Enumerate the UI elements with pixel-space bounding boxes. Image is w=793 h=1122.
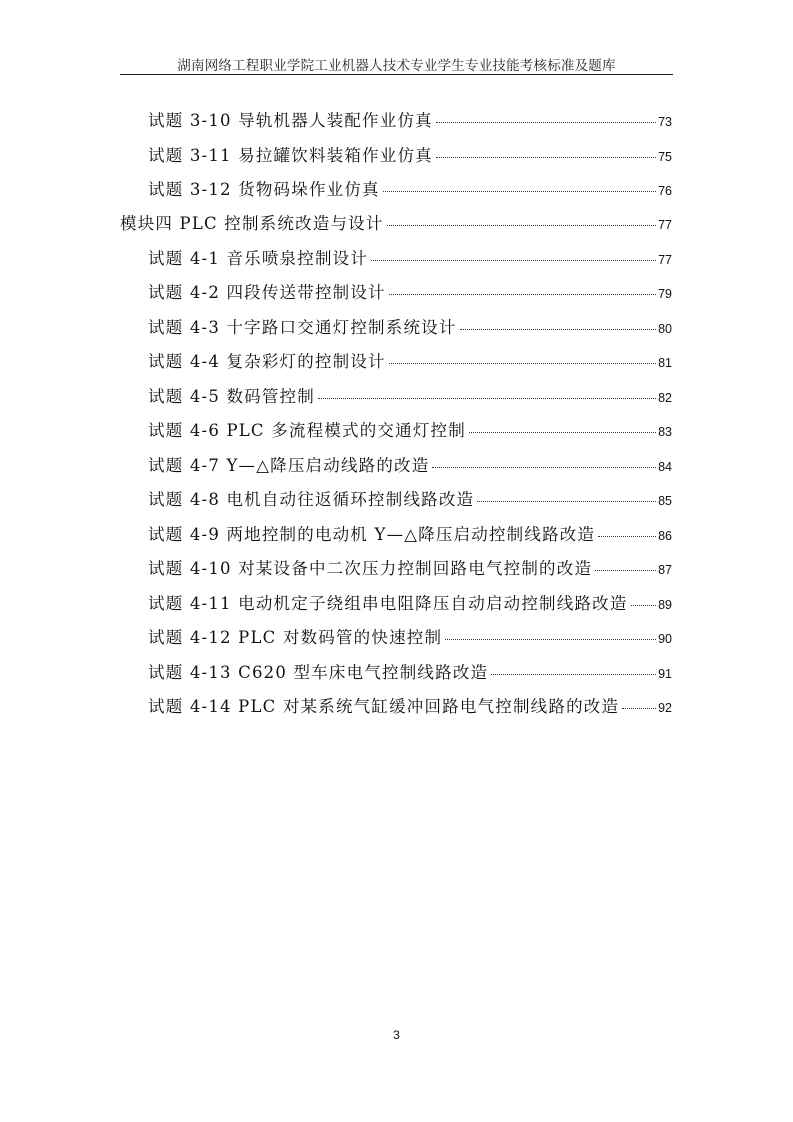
toc-dot-leader [622, 708, 656, 709]
toc-entry[interactable] [148, 383, 672, 409]
toc-entry-page: 92 [658, 701, 672, 715]
toc-dot-leader [389, 363, 656, 364]
toc-entry[interactable] [148, 348, 672, 374]
toc-entry-page: 86 [658, 529, 672, 543]
toc-entry-page: 82 [658, 391, 672, 405]
toc-dot-leader [460, 329, 657, 330]
toc-entry-title: 试题 4-13 C620 型车床电气控制线路改造 [148, 663, 489, 682]
toc-dot-leader [491, 674, 656, 675]
toc-entry-page: 75 [658, 150, 672, 164]
toc-entry-page: 76 [658, 184, 672, 198]
toc-entry-title: 试题 4-5 数码管控制 [148, 387, 315, 406]
toc-entry-title: 试题 4-8 电机自动往返循环控制线路改造 [148, 490, 475, 509]
toc-dot-leader [631, 605, 657, 606]
toc-dot-leader [469, 432, 656, 433]
toc-dot-leader [387, 225, 657, 226]
toc-entry-title: 试题 3-12 货物码垛作业仿真 [148, 180, 380, 199]
toc-entry[interactable] [148, 314, 672, 340]
toc-entry-title: 试题 4-3 十字路口交通灯控制系统设计 [148, 318, 457, 337]
toc-dot-leader [389, 294, 656, 295]
toc-entry[interactable] [148, 245, 672, 271]
toc-entry[interactable] [148, 624, 672, 650]
toc-entry[interactable] [148, 486, 672, 512]
toc-dot-leader [436, 122, 656, 123]
toc-entry-page: 73 [658, 115, 672, 129]
toc-entry-page: 83 [658, 425, 672, 439]
toc-dot-leader [436, 157, 656, 158]
toc-dot-leader [477, 501, 656, 502]
toc-dot-leader [318, 398, 656, 399]
toc-entry-title: 试题 3-11 易拉罐饮料装箱作业仿真 [148, 146, 433, 165]
toc-entry-page: 87 [658, 563, 672, 577]
toc-entry[interactable] [148, 659, 672, 685]
toc-entry-title: 试题 4-12 PLC 对数码管的快速控制 [148, 628, 443, 647]
toc-dot-leader [445, 639, 656, 640]
toc-entry-title: 试题 4-9 两地控制的电动机 Y—△降压启动控制线路改造 [148, 525, 596, 544]
toc-entry[interactable] [148, 142, 672, 168]
toc-entry-title: 试题 4-1 音乐喷泉控制设计 [148, 249, 369, 268]
toc-entry[interactable] [148, 417, 672, 443]
toc-entry[interactable] [148, 452, 672, 478]
toc-dot-leader [371, 260, 656, 261]
toc-entry[interactable] [148, 107, 672, 133]
toc-module-entry[interactable] [120, 210, 672, 236]
toc-entry-page: 85 [658, 494, 672, 508]
toc-entry-title: 试题 3-10 导轨机器人装配作业仿真 [148, 111, 433, 130]
running-header: 湖南网络工程职业学院工业机器人技术专业学生专业技能考核标准及题库 [177, 58, 616, 74]
toc-entry[interactable] [148, 279, 672, 305]
toc-entry[interactable] [148, 555, 672, 581]
toc-entry-page: 90 [658, 632, 672, 646]
toc-entry-page: 89 [658, 598, 672, 612]
toc-entry[interactable] [148, 693, 672, 719]
toc-entry-title: 模块四 PLC 控制系统改造与设计 [120, 214, 384, 233]
toc-entry-title: 试题 4-11 电动机定子绕组串电阻降压自动启动控制线路改造 [148, 594, 628, 613]
toc-entry-title: 试题 4-7 Y—△降压启动线路的改造 [148, 456, 430, 475]
toc-entry-page: 91 [658, 667, 672, 681]
toc-entry-title: 试题 4-4 复杂彩灯的控制设计 [148, 352, 386, 371]
toc-entry[interactable] [148, 521, 672, 547]
toc-entry-title: 试题 4-6 PLC 多流程模式的交通灯控制 [148, 421, 466, 440]
toc-entry-page: 80 [658, 322, 672, 336]
toc-entry-title: 试题 4-14 PLC 对某系统气缸缓冲回路电气控制线路的改造 [148, 697, 620, 716]
toc-entry-page: 77 [658, 218, 672, 232]
toc-entry[interactable] [148, 176, 672, 202]
toc-dot-leader [383, 191, 656, 192]
page-number: 3 [393, 1028, 400, 1042]
toc-entry-title: 试题 4-2 四段传送带控制设计 [148, 283, 386, 302]
toc-dot-leader [432, 467, 656, 468]
toc-entry-title: 试题 4-10 对某设备中二次压力控制回路电气控制的改造 [148, 559, 593, 578]
toc-entry-page: 77 [658, 253, 672, 267]
toc-dot-leader [595, 570, 656, 571]
toc-entry-page: 84 [658, 460, 672, 474]
toc-entry-page: 79 [658, 287, 672, 301]
toc-entry[interactable] [148, 590, 672, 616]
toc-dot-leader [598, 536, 656, 537]
toc-entry-page: 81 [658, 356, 672, 370]
